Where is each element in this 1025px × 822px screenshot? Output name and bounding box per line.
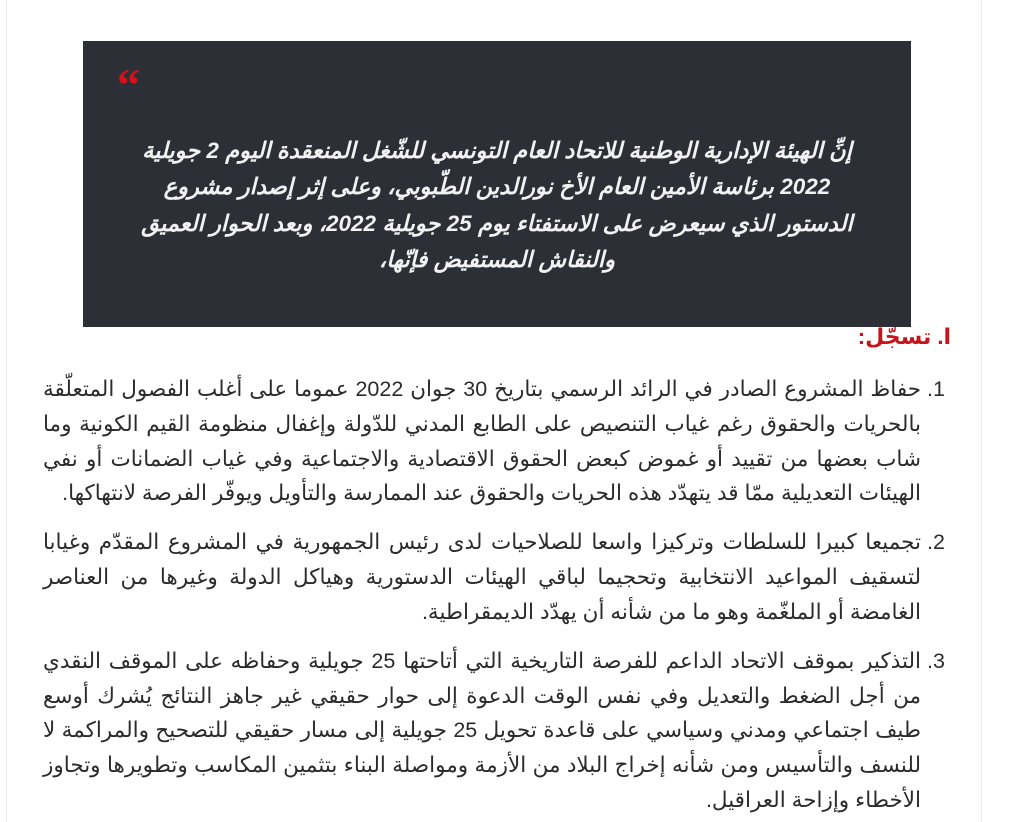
- double-quote-icon: “: [117, 59, 138, 110]
- list-item: 3. التذكير بموقف الاتحاد الداعم للفرصة التاريخية التي أتاحتها 25 جويلية وحفاظه على الموقف النقدي من أجل الضغط والتعديل وفي نفس الوقت الدعوة إلى حوار حقيقي غير جاهز النتائج يُشرك أوسع طيف اجتماعي ومدني وسياسي على قاعدة تحويل 25 جويلية إلى مسار حقيقي للتصحيح والمراكمة لا للنسف والتأسيس ومن شأنه إخراج البلاد من الأزمة ومواصلة البناء بتثمين المكاسب وتطويرها وتجاوز الأخطاء وإزاحة العراقيل.: [43, 644, 921, 818]
- pull-quote-text: إنِّ الهيئة الإدارية الوطنية للاتحاد العام التونسي للشّغل المنعقدة اليوم 2 جويلية 2022 برئاسة الأمين العام الأخ نورالدين الطّبوبي، وعلى إثر إصدار مشروع الدستور الذي سيعرض على الاستفتاء يوم 25 جويلية 2022، وبعد الحوار العميق والنقاش المستفيض فإنّها،: [141, 138, 853, 273]
- article-content: [7, 0, 981, 822]
- pull-quote-block: [83, 41, 911, 327]
- section-heading: ا. تسجّل:: [857, 324, 951, 350]
- list-item: 1. حفاظ المشروع الصادر في الرائد الرسمي بتاريخ 30 جوان 2022 عموما على أغلب الفصول المتعلّقة بالحريات والحقوق رغم غياب التنصيص على الطابع المدني للدّولة وإغفال منظومة القيم الكونية وما شاب بعضها من تقييد أو غموض كبعض الحقوق الاقتصادية والاجتماعية وفي غياب الضمانات أو نفي الهيئات التعديلية ممّا قد يتهدّد هذه الحريات والحقوق عند الممارسة والتأويل ويوفّر الفرصة لانتهاكها.: [43, 372, 921, 511]
- page-right-rule: [981, 0, 982, 822]
- points-list: [43, 372, 955, 818]
- list-item: 2. تجميعا كبيرا للسلطات وتركيزا واسعا للصلاحيات لدى رئيس الجمهورية في المشروع المقدّم وغيابا لتسقيف المواعيد الانتخابية وتحجيما لباقي الهيئات الدستورية وهياكل الدولة وغيرها من العناصر الغامضة أو الملغّمة وهو ما من شأنه أن يهدّد الديمقراطية.: [43, 525, 921, 629]
